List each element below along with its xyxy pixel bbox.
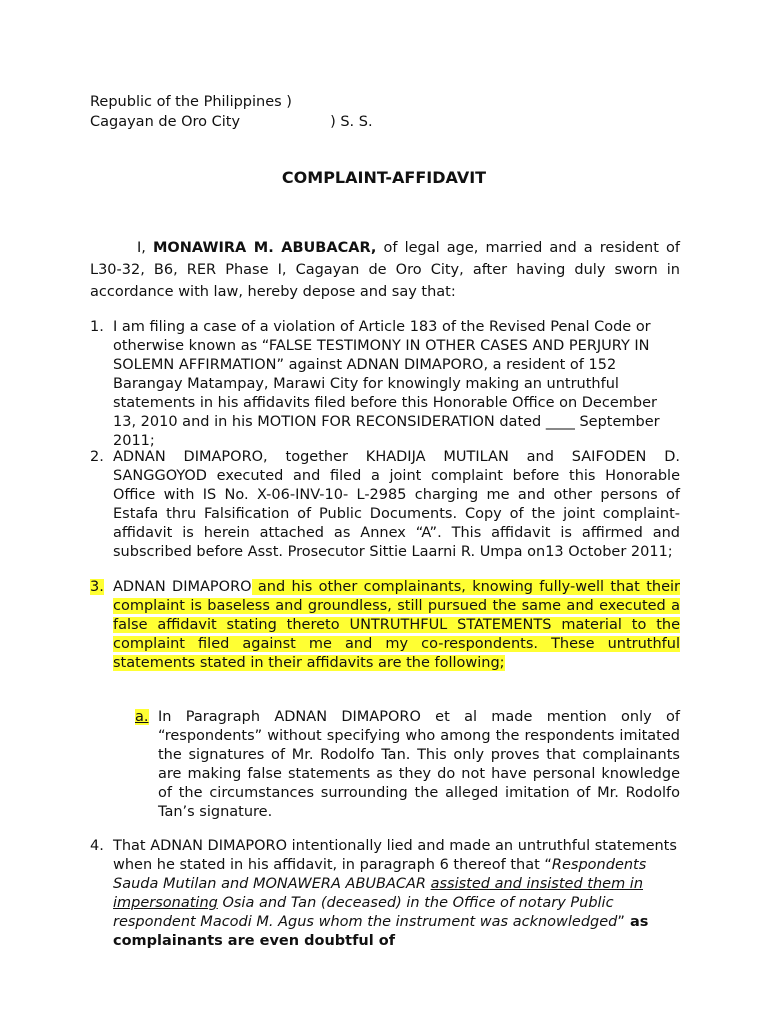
item-3-highlighted-text: and his other complainants, knowing fully-well that their complaint is baseless and groundless, still pursued the same and executed a false affidavit stating thereto UNTRUTHFUL STATEMENTS material to the complaint filed against me and my co-respondents. These untruthful statements stated in their affidavits are the following; (113, 579, 680, 671)
intro-prefix: I, (137, 240, 153, 256)
item-4-close-quote: ” (617, 914, 625, 930)
item-a-text: In Paragraph ADNAN DIMAPORO et al made mention only of “respondents” without specifying who among the respondents imitated the signatures of Mr. Rodolfo Tan. This only proves that complainants are making false statements as they do not have personal knowledge of the circumstances surrounding the alleged imitation of Mr. Rodolfo Tan’s signature. (158, 709, 680, 820)
item-4-bold-tail: as complainants are even doubtful of (113, 914, 649, 949)
item-4-quote-2: Osia and Tan (deceased) in the Office of notary Public respondent Macodi M. Agus whom the instrument was acknowledged (113, 895, 618, 930)
document-title: COMPLAINT-AFFIDAVIT (281, 168, 487, 187)
header-ss: ) S. S. (330, 114, 373, 130)
item-3-name: ADNAN DIMAPORO (113, 579, 252, 595)
intro-rest: of legal age, married and a resident of L30-32, B6, RER Phase I, Cagayan de Oro City, after having duly sworn in accordance with law, hereby depose and say that: (90, 240, 681, 300)
item-1-number: 1. (90, 319, 104, 335)
header-city: Cagayan de Oro City (90, 114, 241, 130)
item-4-text (113, 837, 680, 951)
header-line-1: Republic of the Philippines ) (90, 94, 292, 110)
item-2-text: ADNAN DIMAPORO, together KHADIJA MUTILAN and SAIFODEN D. SANGGOYOD executed and filed a joint complaint before this Honorable Office with IS No. X-06-INV-10- L-2985 charging me and other persons of Estafa thru Falsification of Public Documents. Copy of the joint complaint-affidavit is herein attached as Annex “A”. This affidavit is affirmed and subscribed before Asst. Prosecutor Sittie Laarni R. Umpa on13 October 2011; (113, 449, 680, 560)
item-4-number: 4. (90, 838, 104, 854)
header-line-2 (90, 113, 373, 132)
intro-paragraph (90, 237, 680, 303)
item-a-number: a. (135, 709, 149, 725)
item-1-text: I am filing a case of a violation of Article 183 of the Revised Penal Code or otherwise known as “FALSE TESTIMONY IN OTHER CASES AND PERJURY IN SOLEMN AFFIRMATION” against ADNAN DIMAPORO, a resident of 152 Barangay Matampay, Marawi City for knowingly making an untruthful statements in his affidavits filed before this Honorable Office on December 13, 2010 and in his MOTION FOR RECONSIDERATION dated ____ September 2011; (113, 319, 660, 449)
item-4-quote-underlined: assisted and insisted them in impersonating (113, 876, 644, 911)
item-3-number: 3. (90, 579, 104, 595)
item-3-text (113, 578, 680, 673)
item-4-lead: That ADNAN DIMAPORO intentionally lied and made an untruthful statements when he stated in his affidavit, in paragraph 6 thereof that “ (113, 838, 677, 873)
item-4-quote-1: Respondents Sauda Mutilan and MONAWERA ABUBACAR (113, 857, 647, 892)
affiant-name: MONAWIRA M. ABUBACAR, (153, 240, 377, 256)
item-2-number: 2. (90, 449, 104, 465)
